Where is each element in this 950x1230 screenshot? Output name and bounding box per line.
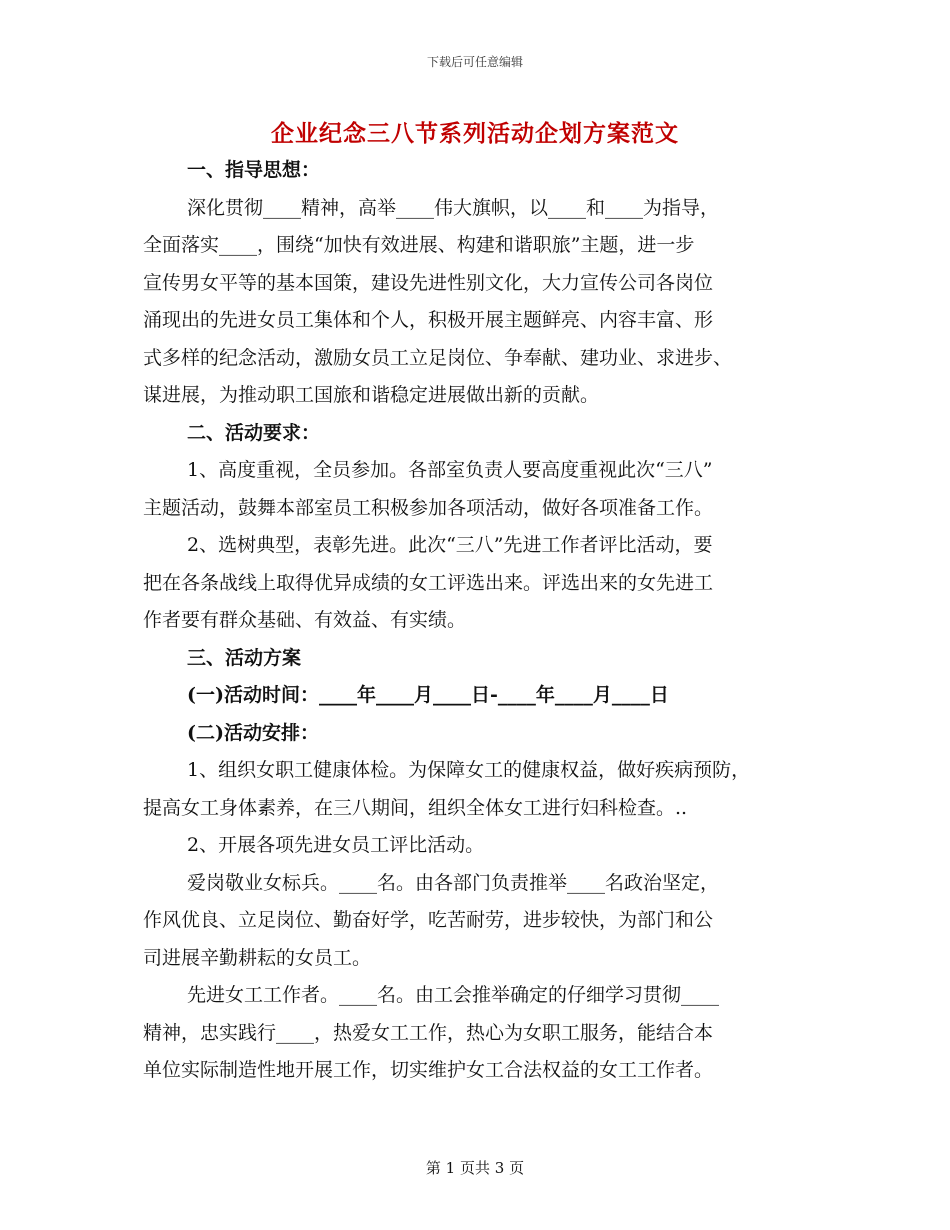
paragraph-line: 宣传男女平等的基本国策，建设先进性别文化，大力宣传公司各岗位: [143, 271, 714, 294]
paragraph-line: 2、选树典型，表彰先进。此次“三八”先进工作者评比活动，要: [187, 534, 713, 556]
paragraph-line: 深化贯彻____精神，高举____伟大旗帜，以____和____为指导，: [187, 196, 720, 219]
paragraph-line: 1、组织女职工健康体检。为保障女工的健康权益，做好疾病预防，: [187, 759, 751, 781]
activity-arrangement-heading: (二)活动安排：: [187, 721, 319, 744]
paragraph-line: 作者要有群众基础、有效益、有实绩。: [143, 609, 467, 631]
paragraph-line: 1、高度重视，全员参加。各部室负责人要高度重视此次“三八”: [187, 459, 713, 481]
paragraph-line: 2、开展各项先进女员工评比活动。: [187, 834, 485, 856]
activity-time: (一)活动时间：____年____月____日-____年____月____日: [187, 684, 669, 706]
paragraph-line: 先进女工工作者。____名。由工会推举确定的仔细学习贯彻____: [187, 984, 720, 1006]
paragraph-line: 爱岗敬业女标兵。____名。由各部门负责推举____名政治坚定，: [187, 871, 720, 894]
paragraph-line: 精神，忠实践行____，热爱女工工作，热心为女职工服务，能结合本: [143, 1021, 714, 1044]
paragraph-line: 涌现出的先进女员工集体和个人，积极开展主题鲜亮、内容丰富、形: [143, 309, 714, 331]
section-heading-requirements: 二、活动要求：: [187, 421, 321, 444]
page-footer: 第 1 页共 3 页: [425, 1159, 525, 1177]
paragraph-line: 全面落实____，围绕“加快有效进展、构建和谐职旅”主题，进一步: [143, 234, 695, 256]
paragraph-line: 单位实际制造性地开展工作，切实维护女工合法权益的女工工作者。: [143, 1059, 714, 1081]
section-heading-guiding: 一、指导思想：: [187, 159, 321, 181]
document-body: [143, 152, 823, 1090]
paragraph-line: 司进展辛勤耕耘的女员工。: [143, 946, 372, 969]
document-title: 企业纪念三八节系列活动企划方案范文: [271, 120, 679, 147]
paragraph-line: 作风优良、立足岗位、勤奋好学，吃苦耐劳，进步较快，为部门和公: [143, 909, 714, 931]
section-heading-plan: 三、活动方案: [187, 646, 302, 669]
paragraph-line: 提高女工身体素养，在三八期间，组织全体女工进行妇科检查。..: [143, 796, 688, 819]
paragraph-line: 谋进展，为推动职工国旅和谐稳定进展做出新的贡献。: [143, 384, 600, 406]
header-note: 下载后可任意编辑: [426, 55, 523, 69]
paragraph-line: 式多样的纪念活动，激励女员工立足岗位、争奉献、建功业、求进步、: [143, 346, 733, 369]
paragraph-line: 把在各条战线上取得优异成绩的女工评选出来。评选出来的女先进工: [143, 571, 714, 594]
paragraph-line: 主题活动，鼓舞本部室员工积极参加各项活动，做好各项准备工作。: [143, 496, 714, 519]
